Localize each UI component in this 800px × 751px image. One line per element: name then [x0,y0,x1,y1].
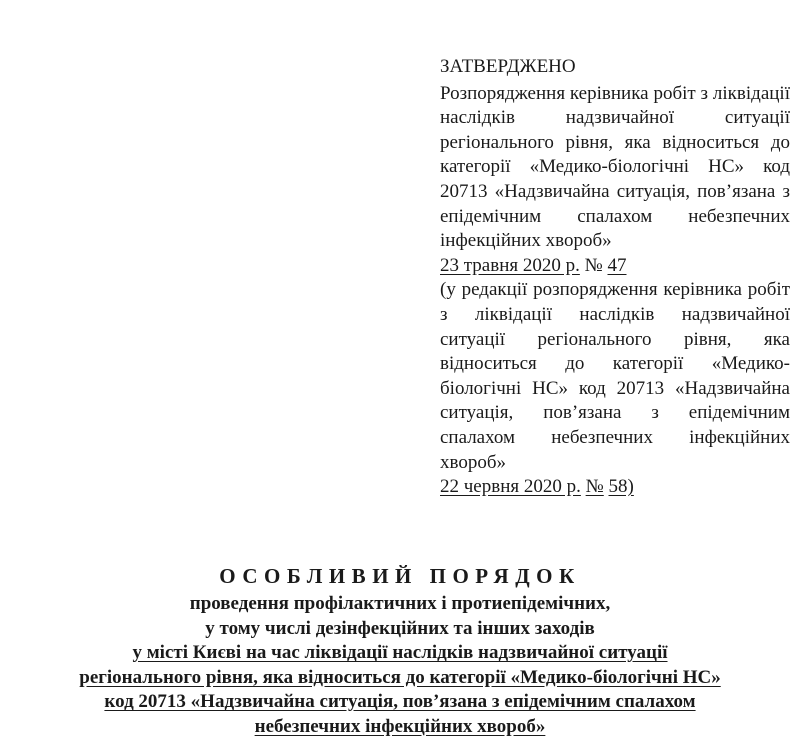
approval-edition-date-line [440,475,790,500]
document-subtitle-line-4: регіонального рівня, яка відноситься до категорії «Медико-біологічні НС» [79,666,721,688]
document-subtitle-line-6: небезпечних інфекційних хвороб» [254,715,546,737]
document-title-block [0,562,800,739]
approval-heading: ЗАТВЕРДЖЕНО [440,56,576,77]
approval-order-text: Розпорядження керівника робіт з ліквідації наслідків надзвичайної ситуації регіонального рівня, яка відноситься до категорії «Медико-біологічні НС» код 20713 «Надзвичайна ситуація, пов’язана з епідемічним спалахом небезпечних інфекційних хвороб» [440,82,790,252]
document-title: ОСОБЛИВИЙ ПОРЯДОК [219,564,581,588]
document-subtitle-line-1: проведення профілактичних і протиепідемічних, [189,593,611,614]
approval-order-date-line [440,254,790,279]
document-subtitle-line-2: у тому числі дезінфекційних та інших заходів [205,617,595,639]
document-subtitle-line-3: у місті Києві на час ліквідації наслідків надзвичайної ситуації [132,642,668,663]
approval-stamp-block [440,55,790,500]
approval-order-date: 23 травня 2020 р. [440,254,580,276]
approval-order-number-prefix: № [584,254,603,276]
document-subtitle-line-5: код 20713 «Надзвичайна ситуація, пов’язана з епідемічним спалахом [104,691,696,712]
approval-edition-date: 22 червня 2020 р. [440,476,581,498]
approval-edition-text: (у редакції розпорядження керівника робіт з ліквідації наслідків надзвичайної ситуації регіонального рівня, яка відноситься до категорії «Медико-біологічні НС» код 20713 «Надзвичайна ситуація, пов’язана з епідемічним спалахом небезпечних інфекційних хвороб» [440,279,790,473]
approval-edition-number: 58) [608,476,634,498]
approval-order-number: 47 [607,254,627,276]
approval-edition-number-prefix: № [585,476,604,498]
